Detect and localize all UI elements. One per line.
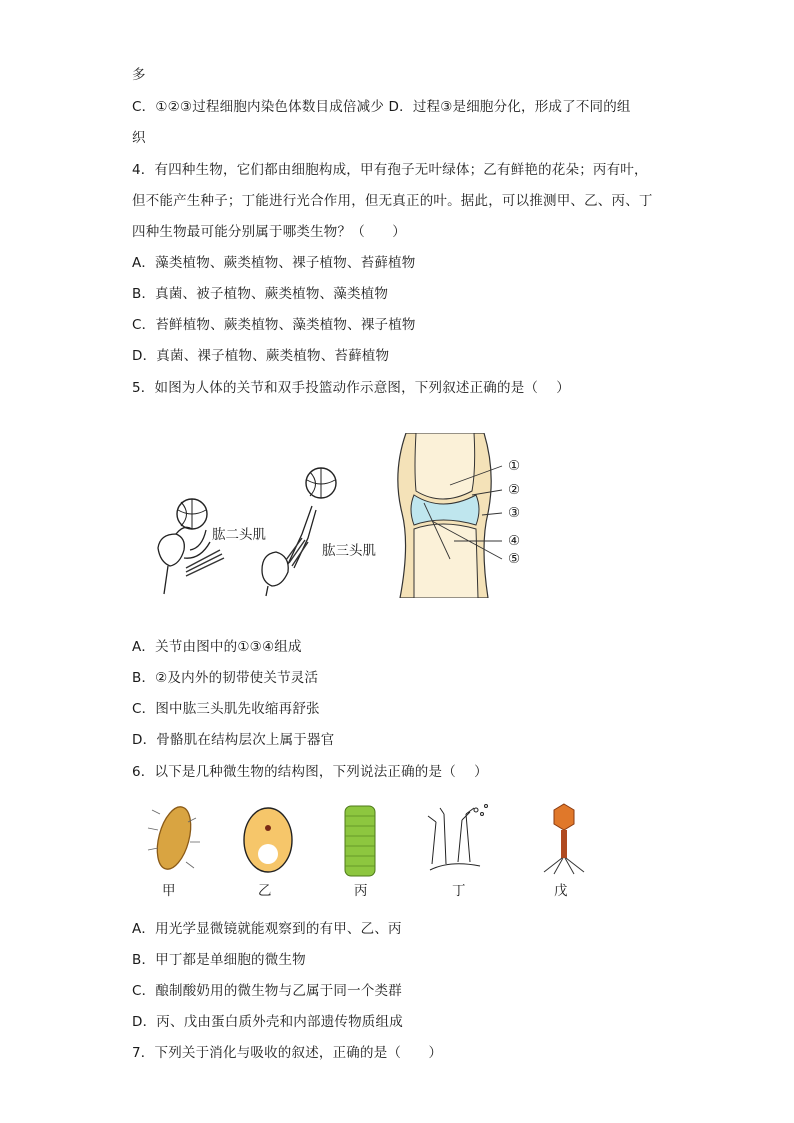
marker-4: ④ bbox=[508, 533, 521, 549]
question-7: 7．下列关于消化与吸收的叙述，正确的是（ ） bbox=[132, 1045, 443, 1061]
figure-6 bbox=[140, 800, 610, 900]
marker-3: ③ bbox=[508, 505, 521, 521]
option-d: D．真菌、裸子植物、蕨类植物、苔藓植物 bbox=[132, 348, 390, 364]
phage-image bbox=[544, 804, 584, 874]
option-a: A．关节由图中的①③④组成 bbox=[132, 639, 302, 655]
marker-2: ② bbox=[508, 482, 521, 498]
label-jia: 甲 bbox=[162, 883, 176, 899]
marker-5: ⑤ bbox=[508, 551, 521, 567]
yeast-image bbox=[244, 808, 292, 872]
option-b: B．甲丁都是单细胞的微生物 bbox=[132, 952, 306, 968]
option-c-line: C．①②③过程细胞内染色体数目成倍减少 D．过程③是细胞分化，形成了不同的组 bbox=[132, 99, 631, 115]
option-c: C．图中肱三头肌先收缩再舒张 bbox=[132, 701, 320, 717]
bacterium-image bbox=[148, 803, 200, 873]
option-c: C．苔鲜植物、蕨类植物、藻类植物、裸子植物 bbox=[132, 317, 416, 333]
option-a: A．用光学显微镜就能观察到的有甲、乙、丙 bbox=[132, 921, 402, 937]
option-b: B．真菌、被子植物、蕨类植物、藻类植物 bbox=[132, 286, 389, 302]
option-c: C．酿制酸奶用的微生物与乙属于同一个类群 bbox=[132, 983, 402, 999]
triceps-label: 肱三头肌 bbox=[322, 543, 376, 559]
tmv-image bbox=[345, 806, 375, 876]
label-bing: 丙 bbox=[354, 883, 368, 899]
question-4-line: 四种生物最可能分别属于哪类生物？（ ） bbox=[132, 224, 406, 240]
option-b: B．②及内外的韧带使关节灵活 bbox=[132, 670, 319, 686]
question-4-line: 4．有四种生物，它们都由细胞构成，甲有孢子无叶绿体；乙有鲜艳的花朵；丙有叶， bbox=[132, 162, 648, 178]
option-d: D．骨骼肌在结构层次上属于器官 bbox=[132, 732, 335, 748]
text-line: 多 bbox=[132, 67, 146, 83]
label-ding: 丁 bbox=[452, 883, 466, 899]
text-line: 织 bbox=[132, 130, 146, 146]
question-5: 5．如图为人体的关节和双手投篮动作示意图，下列叙述正确的是（ ） bbox=[132, 380, 570, 396]
option-d: D．丙、戊由蛋白质外壳和内部遗传物质组成 bbox=[132, 1014, 403, 1030]
joint-diagram bbox=[392, 433, 542, 598]
marker-1: ① bbox=[508, 458, 521, 474]
label-yi: 乙 bbox=[258, 883, 272, 899]
question-4-line: 但不能产生种子；丁能进行光合作用，但无真正的叶。据此，可以推测甲、乙、丙、丁 bbox=[132, 193, 653, 209]
label-wu: 戊 bbox=[554, 883, 568, 899]
option-a: A．藻类植物、蕨类植物、裸子植物、苔藓植物 bbox=[132, 255, 416, 271]
biceps-label: 肱二头肌 bbox=[212, 527, 266, 543]
question-6: 6．以下是几种微生物的结构图，下列说法正确的是（ ） bbox=[132, 764, 488, 780]
mold-image bbox=[428, 805, 488, 871]
